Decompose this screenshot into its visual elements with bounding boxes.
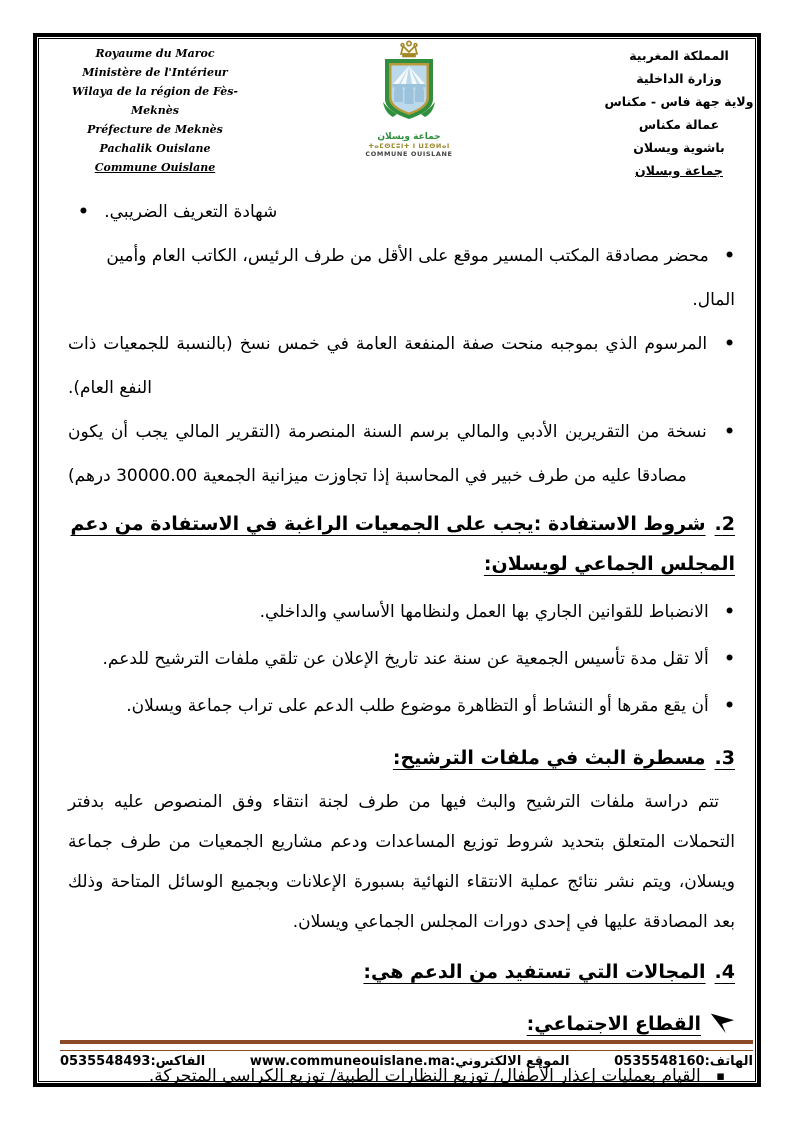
list-item-text: ألا تقل مدة تأسيس الجمعية عن سنة عند تاريخ الإعلان عن تلقي ملفات الترشيح للدعم.	[102, 649, 709, 669]
header-arabic-line: وزارة الداخلية	[636, 71, 722, 86]
header-arabic-line: ولاية جهة فاس - مكناس	[604, 94, 754, 109]
section-heading-3	[68, 738, 735, 778]
section-heading-2	[68, 504, 735, 584]
header-french-block	[55, 44, 255, 177]
header-french-line: Préfecture de Meknès	[87, 123, 223, 136]
header-arabic-block	[604, 44, 754, 182]
section-heading-4	[68, 952, 735, 992]
header-arabic-commune: جماعة ويسلان	[635, 163, 723, 178]
section-title: شروط الاستفادة :يجب على الجمعيات الراغبة في الاستفادة من دعم المجلس الجماعي لويسلان:	[70, 513, 735, 575]
sector-heading-text: القطاع الاجتماعي:	[526, 1013, 701, 1035]
section-number: 4.	[714, 961, 735, 983]
list-item	[68, 410, 735, 498]
header-arabic-line: عمالة مكناس	[638, 117, 720, 132]
document-body	[68, 190, 735, 1099]
footer-phone: الهاتف:0535548160	[614, 1054, 753, 1069]
section-number: 3.	[714, 747, 735, 769]
header-french-line: Pachalik Ouislane	[99, 142, 211, 155]
header-french-line: Wilaya de la région de Fès-Meknès	[72, 85, 238, 117]
section-title: المجالات التي تستفيد من الدعم هي:	[363, 961, 706, 983]
header-french-line: Royaume du Maroc	[95, 47, 215, 60]
footer-divider	[60, 1040, 753, 1051]
header-arabic-line: المملكة المغربية	[629, 48, 729, 63]
list-item-text: شهادة التعريف الضريبي.	[104, 202, 278, 222]
procedure-paragraph: تتم دراسة ملفات الترشيح والبث فيها من طرف لجنة انتقاء وفق المنصوص عليه بدفتر التحملات المتعلق بتحديد شروط توزيع المساعدات ودعم مشاريع الجمعيات من طرف جماعة ويسلان، ويتم نشر نتائج عملية الانتقاء النهائية بسبورة الإعلانات وبجميع الوسائل المتاحة وذلك بعد المصادقة عليها في إحدى دورات المجلس الجماعي ويسلان.	[68, 792, 735, 932]
commune-crest	[352, 40, 466, 158]
page-footer	[60, 1040, 753, 1069]
section-title: مسطرة البث في ملفات الترشيح:	[392, 747, 706, 769]
footer-fax: الفاكس:0535548493	[60, 1054, 206, 1069]
list-item	[68, 190, 735, 234]
list-item	[68, 637, 735, 681]
list-item-text: الانضباط للقوانين الجاري بها العمل ولنظامها الأساسي والداخلي.	[259, 602, 709, 622]
list-item	[68, 590, 735, 634]
list-item	[68, 322, 735, 410]
footer-contacts	[60, 1054, 753, 1069]
list-item-text: محضر مصادقة المكتب المسير موقع على الأقل من طرف الرئيس، الكاتب العام وأمين المال.	[106, 246, 735, 310]
list-item	[68, 234, 735, 322]
crest-arabic-name: جماعة ويسلان	[377, 132, 441, 142]
footer-website: الموقع الالكتروني:www.communeouislane.ma	[249, 1054, 570, 1069]
list-item	[68, 684, 735, 728]
crest-tifinagh-name: ⵜⴰⵎⵙⵎⵓⵏⵜ ⵏ ⵡⵉⵙⵍⴰⵏ	[368, 142, 450, 150]
section-number: 2.	[714, 513, 735, 535]
list-item-text: المرسوم الذي بموجبه منحت صفة المنفعة العامة في خمس نسخ (بالنسبة للجمعيات ذات النفع العام).	[68, 334, 708, 398]
crest-latin-name: COMMUNE OUISLANE	[365, 150, 453, 158]
header-arabic-line: باشوية ويسلان	[633, 140, 725, 155]
header-french-commune: Commune Ouislane	[94, 161, 216, 174]
list-item-text: نسخة من التقريرين الأدبي والمالي برسم السنة المنصرمة (التقرير المالي يجب أن يكون مصادقا عليه من طرف خبير في المحاسبة إذا تجاوزت ميزانية الجمعية 30000.00 درهم)	[68, 422, 707, 486]
header-french-line: Ministère de l'Intérieur	[82, 66, 228, 79]
crest-emblem-icon	[359, 40, 459, 128]
list-item-text: أن يقع مقرها أو النشاط أو التظاهرة موضوع طلب الدعم على تراب جماعة ويسلان.	[126, 696, 709, 716]
list-item-text: القيام بعمليات إعذار الأطفال/ توزيع النظارات الطبية/ توزيع الكراسي المتحركة.	[148, 1066, 701, 1086]
conditions-list	[68, 590, 735, 728]
